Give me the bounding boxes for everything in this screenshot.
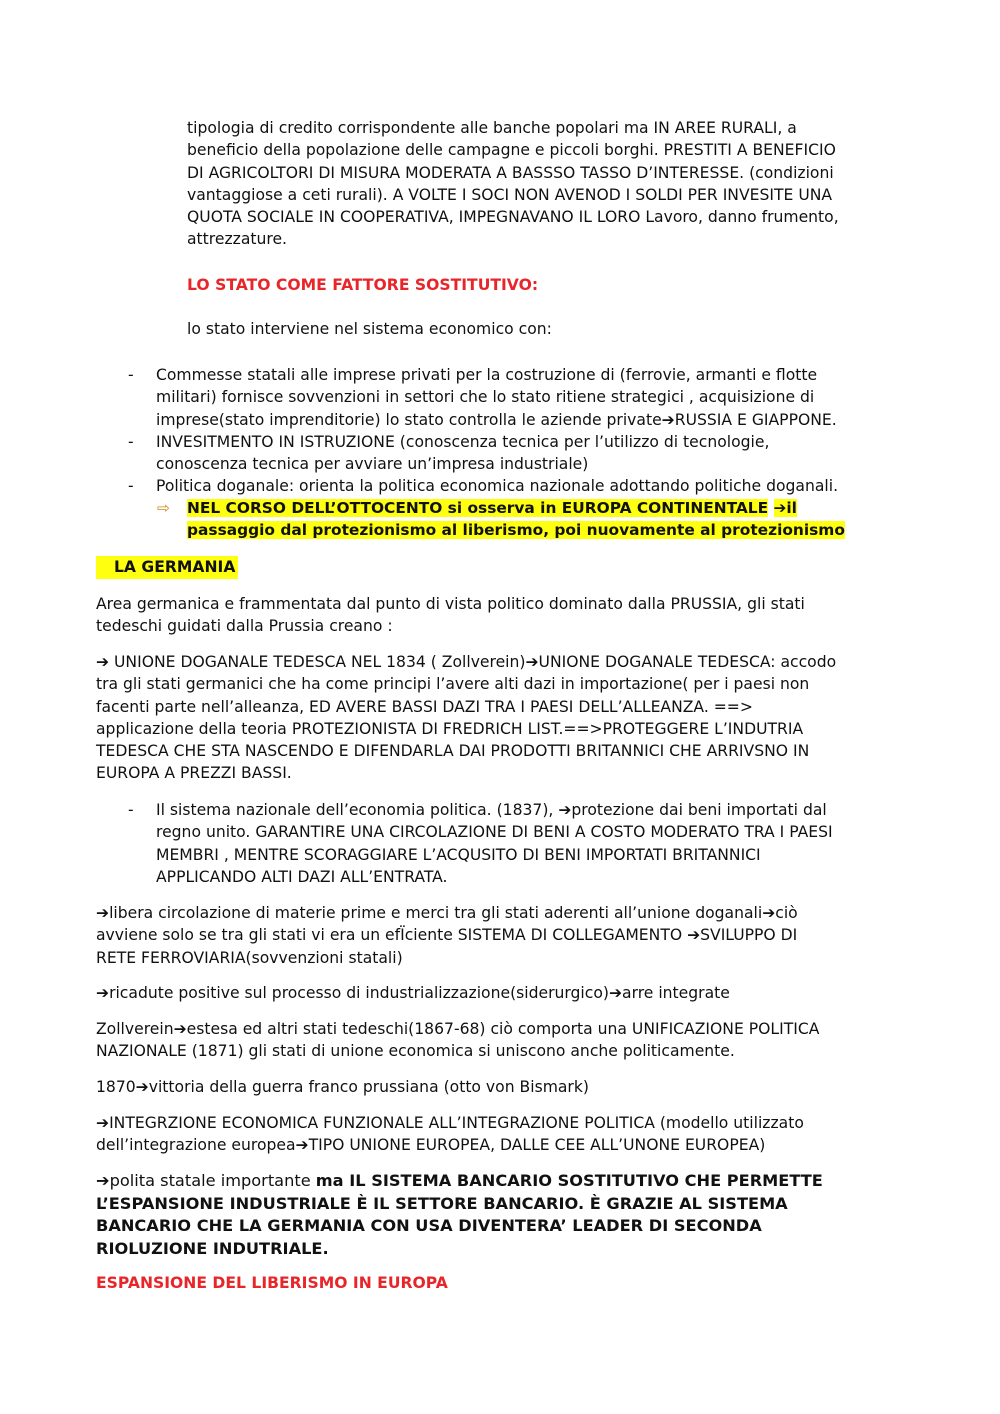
paragraph-line: RETE FERROVIARIA(sovvenzioni statali) [96,948,403,967]
paragraph-line: 1870➔vittoria della guerra franco prussiana (otto von Bismark) [96,1078,589,1096]
arrow-right-icon: ⇨ [157,499,170,517]
intro-paragraph [187,117,892,251]
intro-line: QUOTA SOCIALE IN COOPERATIVA, IMPEGNAVANO IL LORO Lavoro, danno frumento, [187,208,839,227]
paragraph-bold-line: BANCARIO CHE LA GERMANIA CON USA DIVENTERA’ LEADER DI SECONDA [96,1216,762,1235]
bullet-line: regno unito. GARANTIRE UNA CIRCOLAZIONE DI BENI A COSTO MODERATO TRA I PAESI [156,823,833,842]
heading-espansione-liberismo: ESPANSIONE DEL LIBERISMO IN EUROPA [96,1274,448,1292]
paragraph-line: ➔libera circolazione di materie prime e merci tra gli stati aderenti all’unione doganali➔ciò [96,904,798,922]
dash-marker: - [128,366,134,384]
paragraph-bold-text: ma IL SISTEMA BANCARIO SOSTITUTIVO CHE PERMETTE [315,1171,823,1190]
paragraph-line: ➔ricadute positive sul processo di industrializzazione(siderurgico)➔arre integrate [96,984,730,1002]
germania-paragraph-unificazione [96,1018,896,1063]
bullet-line: militari) fornisce sovvenzioni in settori che lo stato ritiene strategici , acquisizione di [156,388,815,407]
highlight-line-2: passaggio dal protezionismo al liberismo, poi nuovamente al protezionismo [187,521,845,540]
heading-la-germania [96,556,238,579]
paragraph-line: dell’integrazione europea➔TIPO UNIONE EUROPEA, DALLE CEE ALL’UNONE EUROPEA) [96,1136,766,1155]
intro-line: DI AGRICOLTORI DI MISURA MODERATA A BASSSO TASSO D’INTERESSE. (condizioni [187,163,834,182]
paragraph-line: Zollverein➔estesa ed altri stati tedeschi(1867-68) ciò comporta una UNIFICAZIONE POLITICA [96,1020,820,1038]
paragraph-line: EUROPA A PREZZI BASSI. [96,764,292,783]
germania-paragraph-1870 [96,1076,896,1098]
paragraph-line: tedeschi guidati dalla Prussia creano : [96,617,393,636]
paragraph-line: ➔INTEGRZIONE ECONOMICA FUNZIONALE ALL’INTEGRAZIONE POLITICA (modello utilizzato [96,1114,804,1132]
paragraph-bold-line: L’ESPANSIONE INDUSTRIALE È IL SETTORE BANCARIO. È GRAZIE AL SISTEMA [96,1193,788,1213]
germania-paragraph-integrazione [96,1112,896,1157]
intro-line: attrezzature. [187,230,287,249]
bullet-line: Politica doganale: orienta la politica economica nazionale adottando politiche doganali. [156,477,839,495]
paragraph-line: TEDESCA CHE STA NASCENDO E DIFENDARLA DAI PRODOTTI BRITANNICI CHE ARRIVSNO IN [96,742,810,761]
germania-paragraph-zollverein [96,651,896,785]
intro-line: tipologia di credito corrispondente alle banche popolari ma IN AREE RURALI, a [187,119,797,137]
heading-stato-fattore-sostitutivo: LO STATO COME FATTORE SOSTITUTIVO: [187,276,539,294]
heading-la-germania-label: LA GERMANIA [114,558,236,576]
intro-line: beneficio della popolazione delle campagne e piccoli borghi. PRESTITI A BENEFICIO [187,141,836,160]
paragraph-line: avviene solo se tra gli stati vi era un efÏciente SISTEMA DI COLLEGAMENTO ➔SVILUPPO DI [96,926,798,945]
bullet-line: APPLICANDO ALTI DAZI ALL’ENTRATA. [156,867,448,886]
bullet-line: Il sistema nazionale dell’economia politica. (1837), ➔protezione dai beni importati dal [156,801,827,819]
highlight-line-1: NEL CORSO DELL’OTTOCENTO si osserva in EUROPA CONTINENTALE [187,499,769,517]
highlight-line-1-tail: ➔il [773,499,797,517]
bullet-line: MEMBRI , MENTRE SCORAGGIARE L’ACQUSITO DI BENI IMPORTATI BRITANNICI [156,845,761,864]
paragraph-bold-line: RIOLUZIONE INDUTRIALE. [96,1238,329,1258]
paragraph-line: Area germanica e frammentata dal punto di vista politico dominato dalla PRUSSIA, gli stati [96,595,805,613]
paragraph-intro-text: ➔polita statale importante [96,1171,316,1190]
dash-marker: - [128,477,134,495]
germania-paragraph-sistema-bancario [96,1170,896,1260]
paragraph-line: tra gli stati germanici che ha come principi l’avere alti dazi in importazione( per i paesi non [96,675,810,694]
paragraph-line: ➔ UNIONE DOGANALE TEDESCA NEL 1834 ( Zollverein)➔UNIONE DOGANALE TEDESCA: accodo [96,653,837,671]
paragraph-line: facenti parte nell’alleanza, ED AVERE BASSI DAZI TRA I PAESI DELL’ALLEANZA. ==> [96,697,753,716]
paragraph-line: applicazione della teoria PROTEZIONISTA DI FREDRICH LIST.==>PROTEGGERE L’INDUTRIA [96,719,804,738]
bullet-line: imprese(stato imprenditorie) lo stato controlla le aziende private➔RUSSIA E GIAPPONE. [156,410,837,429]
dash-marker: - [128,433,134,451]
germania-paragraph-ricadute [96,982,896,1004]
paragraph-line: NAZIONALE (1871) gli stati di unione economica si uniscono anche politicamente. [96,1042,735,1061]
stato-intro: lo stato interviene nel sistema economico con: [187,320,552,338]
intro-line: vantaggiose a ceti rurali). A VOLTE I SOCI NON AVENOD I SOLDI PER INVESITE UNA [187,185,833,204]
dash-marker: - [128,801,134,819]
bullet-line: Commesse statali alle imprese privati per la costruzione di (ferrovie, armanti e flotte [156,366,818,384]
germania-paragraph-1 [96,593,896,638]
bullet-line: conoscenza tecnica per avviare un’impresa industriale) [156,455,589,474]
germania-paragraph-libera-circolazione [96,902,896,969]
bullet-line: INVESITMENTO IN ISTRUZIONE (conoscenza tecnica per l’utilizzo di tecnologie, [156,433,770,451]
